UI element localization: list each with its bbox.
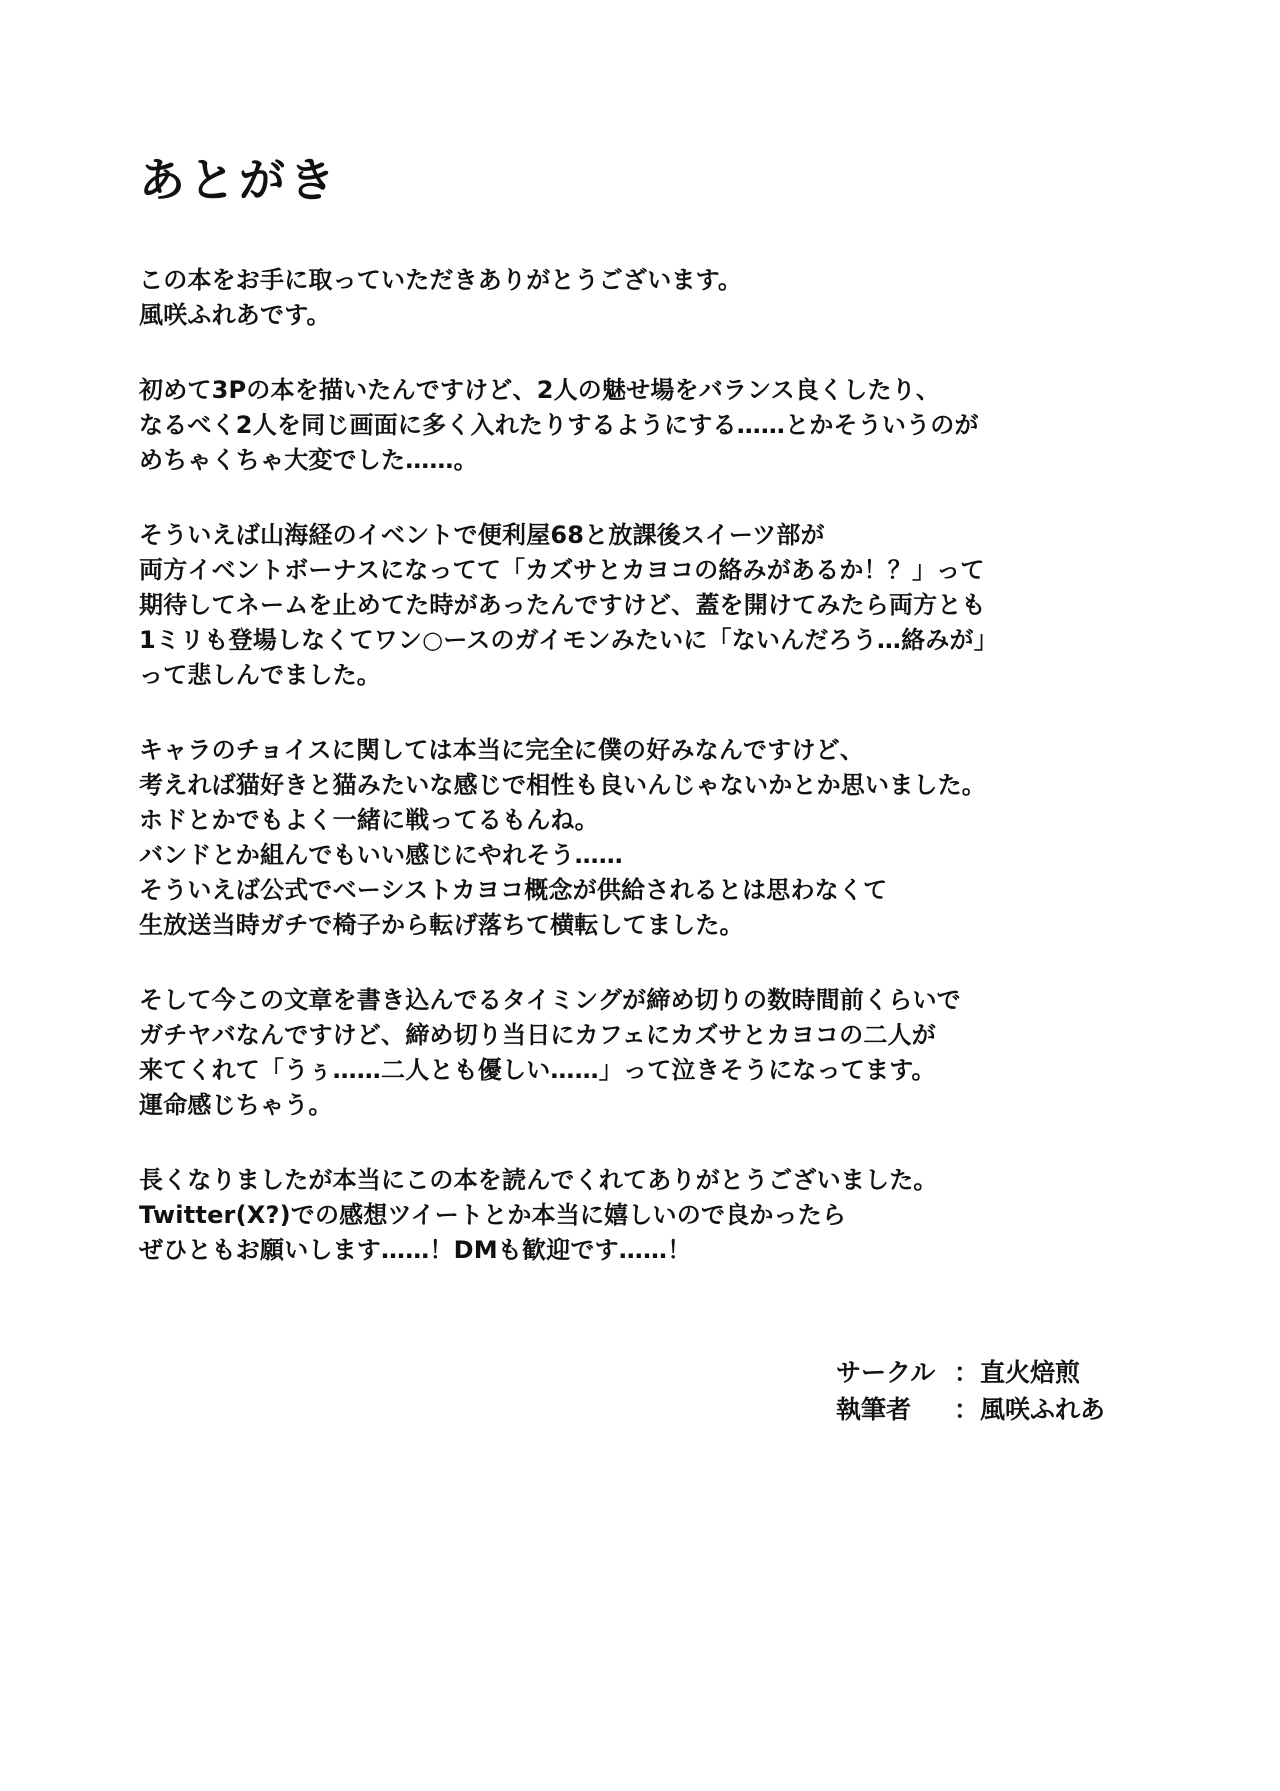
text-line: 期待してネームを止めてた時があったんですけど、蓋を開けてみたら両方とも — [139, 591, 986, 619]
text-line: ホドとかでもよく一緒に戦ってるもんね。 — [139, 806, 599, 834]
text-line: 両方イベントボーナスになってて「カズサとカヨコの絡みがあるか！？」って — [139, 556, 985, 584]
text-line: めちゃくちゃ大変でした……。 — [139, 446, 478, 474]
text-line: そういえば公式でベーシストカヨコ概念が供給されるとは思わなくて — [139, 876, 888, 904]
text-line: 運命感じちゃう。 — [139, 1091, 333, 1119]
credit-circle-separator: ： — [954, 1358, 980, 1387]
credit-circle-label: サークル — [836, 1358, 936, 1387]
text-line: 初めて3Pの本を描いたんですけど、2人の魅せ場をバランス良くしたり、 — [139, 376, 941, 404]
paragraph-event — [139, 518, 1199, 693]
afterword-body — [139, 263, 1199, 1308]
text-line: そういえば山海経のイベントで便利屋68と放課後スイーツ部が — [139, 521, 825, 549]
text-line: この本をお手に取っていただきありがとうございます。 — [139, 266, 743, 294]
paragraph-thanks — [139, 263, 1199, 333]
text-line: ぜひともお願いします……！DMも歓迎です……！ — [139, 1236, 692, 1264]
credit-author-label: 執筆者 — [836, 1395, 912, 1424]
credits — [836, 1354, 1105, 1428]
credit-author-separator: ： — [954, 1395, 980, 1424]
paragraph-deadline — [139, 983, 1199, 1123]
page-title: あとがき — [139, 153, 339, 207]
credit-author — [836, 1391, 1105, 1428]
credit-circle-value: 直火焙煎 — [980, 1358, 1081, 1387]
text-line: そして今この文章を書き込んでるタイミングが締め切りの数時間前くらいで — [139, 986, 961, 1014]
paragraph-characters — [139, 733, 1199, 943]
text-line: キャラのチョイスに関しては本当に完全に僕の好みなんですけど、 — [139, 736, 865, 764]
text-line: 考えれば猫好きと猫みたいな感じで相性も良いんじゃないかとか思いました。 — [139, 771, 986, 799]
text-line: 1ミリも登場しなくてワン○ースのガイモンみたいに「ないんだろう…絡みが」 — [139, 626, 998, 654]
credit-author-value: 風咲ふれあ — [980, 1395, 1106, 1424]
text-line: って悲しんでました。 — [139, 661, 381, 689]
text-line: 来てくれて「うぅ……二人とも優しい……」って泣きそうになってます。 — [139, 1056, 936, 1084]
text-line: Twitter(X?)での感想ツイートとか本当に嬉しいので良かったら — [139, 1201, 847, 1229]
text-line: ガチヤバなんですけど、締め切り当日にカフェにカズサとカヨコの二人が — [139, 1021, 936, 1049]
paragraph-first-3p — [139, 373, 1199, 478]
text-line: 長くなりましたが本当にこの本を読んでくれてありがとうございました。 — [139, 1166, 938, 1194]
text-line: 風咲ふれあです。 — [139, 301, 331, 329]
text-line: バンドとか組んでもいい感じにやれそう…… — [139, 841, 623, 869]
text-line: なるべく2人を同じ画面に多く入れたりするようにする……とかそういうのが — [139, 411, 979, 439]
credit-circle — [836, 1354, 1105, 1391]
paragraph-closing — [139, 1163, 1199, 1268]
text-line: 生放送当時ガチで椅子から転げ落ちて横転してました。 — [139, 911, 744, 939]
